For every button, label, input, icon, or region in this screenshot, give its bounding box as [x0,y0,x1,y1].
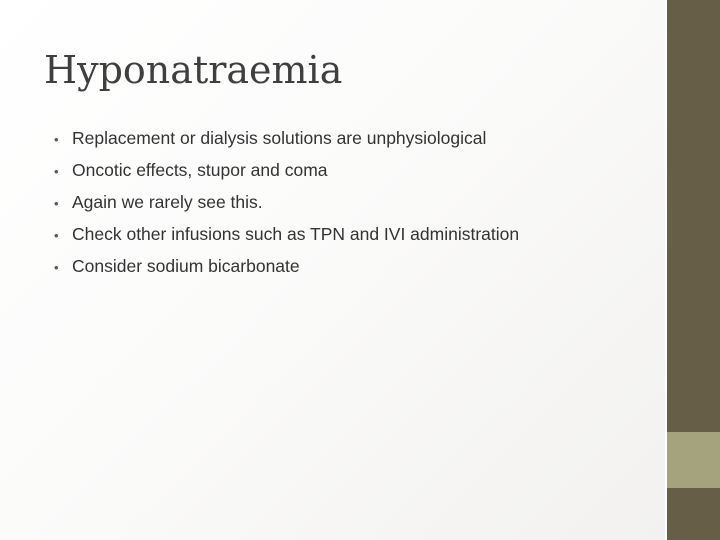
bullet-icon: • [54,260,59,275]
bullet-icon: • [54,196,59,211]
bullet-text: Consider sodium bicarbonate [72,256,300,276]
bullet-item [54,224,519,256]
bullet-list [54,128,519,288]
bullet-icon: • [54,228,59,243]
bullet-item [54,256,519,288]
sidebar-accent-block [667,432,720,488]
bullet-text: Oncotic effects, stupor and coma [72,160,328,180]
bullet-item [54,128,519,160]
bullet-item [54,160,519,192]
slide-title: Hyponatraemia [44,48,343,92]
bullet-text: Replacement or dialysis solutions are unphysiological [72,128,487,148]
bullet-icon: • [54,132,59,147]
bullet-text: Check other infusions such as TPN and IVI administration [72,224,520,244]
bullet-item [54,192,519,224]
bullet-text: Again we rarely see this. [72,192,263,212]
decorative-sidebar [667,0,720,540]
bullet-icon: • [54,164,59,179]
